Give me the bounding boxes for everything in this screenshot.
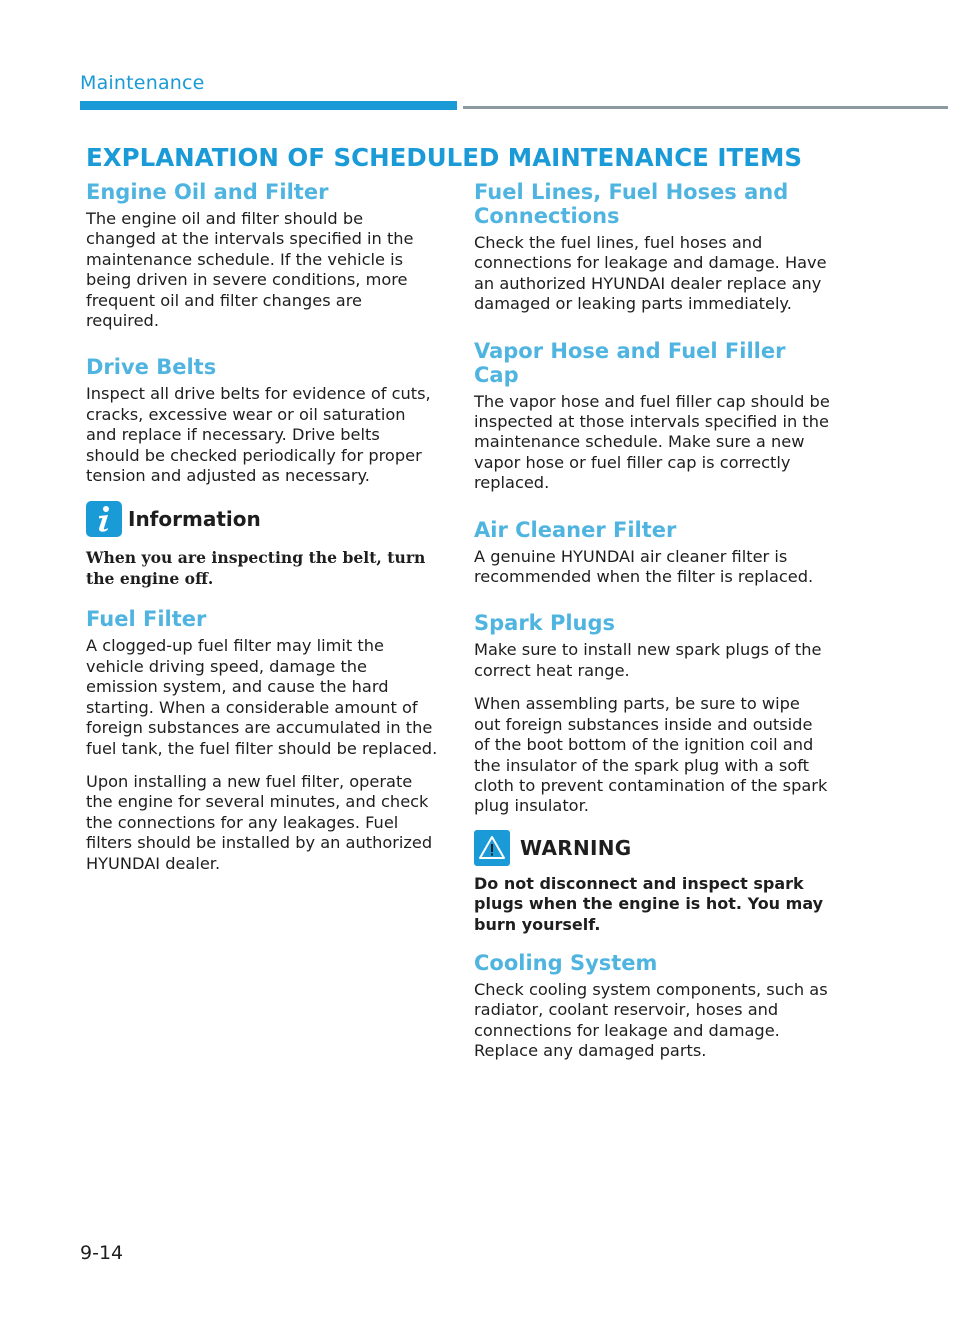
air-cleaner-text: A genuine HYUNDAI air cleaner filter is recommended when the filter is replaced. [474,546,814,587]
spark-plugs-text-2: When assembling parts, be sure to wipe out foreign substances inside and outside of the boot bottom of the ignition coil and the insulator of the spark plug with a soft cloth to prevent contamination of the spark plug insulator. [474,694,828,816]
air-cleaner-heading: Air Cleaner Filter [474,517,677,542]
fuel-filter-text-2: Upon installing a new fuel filter, operate the engine for several minutes, and check the connections for any leakages. Fuel filters should be installed by an authorized HYUNDAI dealer. [86,771,433,873]
header-accent-bar [80,101,457,110]
page-number: 9-14 [80,1242,124,1264]
drive-belts-heading: Drive Belts [86,355,217,380]
cooling-system-text: Check cooling system components, such as radiator, coolant reservoir, hoses and connections for leakage and damage. Replace any damaged parts. [474,979,828,1061]
page-title: EXPLANATION OF SCHEDULED MAINTENANCE ITEMS [86,143,803,172]
information-title: Information [128,507,261,532]
left-column [86,180,438,887]
warning-triangle-icon [474,830,510,866]
information-text: When you are inspecting the belt, turn the engine off. [86,548,426,588]
info-icon [86,501,122,537]
drive-belts-text: Inspect all drive belts for evidence of cuts, cracks, excessive wear or oil saturation and replace if necessary. Drive belts should be checked periodically for proper tension and adjusted as necessary. [86,384,431,486]
fuel-lines-text: Check the fuel lines, fuel hoses and connections for leakage and damage. Have an authorized HYUNDAI dealer replace any damaged or leaking parts immediately. [474,233,827,314]
section-name: Maintenance [80,72,205,94]
vapor-hose-heading: Vapor Hose and Fuel Filler Cap [474,338,786,387]
warning-text: Do not disconnect and inspect spark plugs when the engine is hot. You may burn yourself. [474,873,824,934]
fuel-lines-heading: Fuel Lines, Fuel Hoses and Connections [474,180,789,228]
header-rule [463,106,948,109]
fuel-filter-text-1: A clogged-up fuel filter may limit the vehicle driving speed, damage the emission system, and cause the hard starting. When a considerable amount of foreign substances are accumulated in the fuel tank, the fuel filter should be replaced. [86,636,438,758]
warning-title: WARNING [520,835,632,860]
engine-oil-heading: Engine Oil and Filter [86,180,329,204]
right-column [474,180,830,1075]
fuel-filter-heading: Fuel Filter [86,607,207,632]
spark-plugs-text-1: Make sure to install new spark plugs of the correct heat range. [474,640,822,680]
cooling-system-heading: Cooling System [474,950,658,975]
warning-box [474,830,830,935]
spark-plugs-heading: Spark Plugs [474,611,616,636]
information-box [86,500,438,589]
engine-oil-text: The engine oil and filter should be changed at the intervals specified in the maintenance schedule. If the vehicle is being driven in severe conditions, more frequent oil and filter changes are required. [86,209,414,331]
vapor-hose-text: The vapor hose and fuel filler cap should be inspected at those intervals specified in the maintenance schedule. Make sure a new vapor hose or fuel filler cap is correctly replaced. [474,391,830,493]
